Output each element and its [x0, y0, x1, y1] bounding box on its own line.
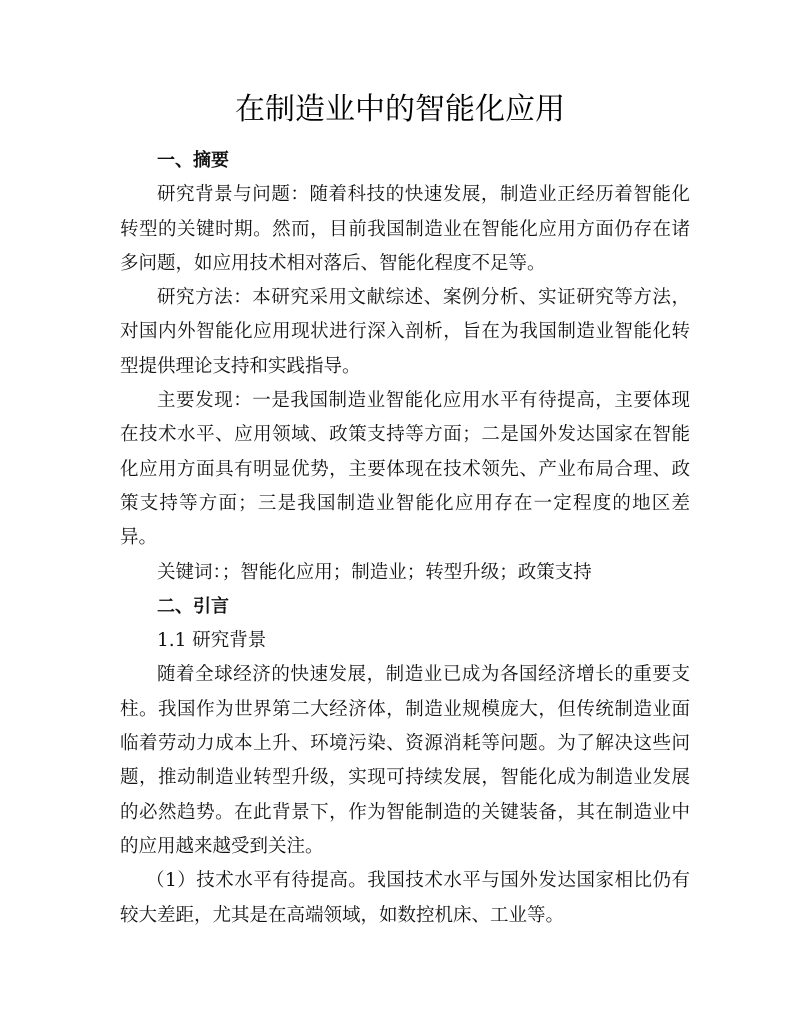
subsection-heading-1-1: 1.1 研究背景 [157, 630, 267, 652]
document-title: 在制造业中的智能化应用 [235, 92, 565, 127]
background-paragraph: 随着全球经济的快速发展，制造业已成为各国经济增长的重要支柱。我国作为世界第二大经济体，制造业规模庞大，但传统制造业面临着劳动力成本上升、环境污染、资源消耗等问题。为了解决这些问题，推动制造业转型升级，实现可持续发展，智能化成为制造业发展的必然趋势。在此背景下，作为智能制造的关键装备，其在制造业中的应用越来越受到关注。 [120, 664, 690, 857]
abstract-findings-paragraph: 主要发现：一是我国制造业智能化应用水平有待提高，主要体现在技术水平、应用领域、政策支持等方面；二是国外发达国家在智能化应用方面具有明显优势，主要体现在技术领先、产业布局合理、政策支持等方面；三是我国制造业智能化应用存在一定程度的地区差异。 [120, 390, 690, 549]
keywords-line: 关键词：；智能化应用；制造业；转型升级；政策支持 [157, 561, 592, 583]
enumerated-item-1: （1）技术水平有待提高。我国技术水平与国外发达国家相比仍有较大差距，尤其是在高端领域，如数控机床、工业等。 [120, 870, 690, 926]
abstract-method-paragraph: 研究方法：本研究采用文献综述、案例分析、实证研究等方法，对国内外智能化应用现状进行深入剖析，旨在为我国制造业智能化转型提供理论支持和实践指导。 [120, 287, 690, 377]
abstract-heading: 一、摘要 [157, 150, 229, 171]
document-body [120, 144, 690, 933]
abstract-background-paragraph: 研究背景与问题：随着科技的快速发展，制造业正经历着智能化转型的关键时期。然而，目前我国制造业在智能化应用方面仍存在诸多问题，如应用技术相对落后、智能化程度不足等。 [120, 184, 690, 274]
introduction-heading: 二、引言 [157, 595, 229, 617]
